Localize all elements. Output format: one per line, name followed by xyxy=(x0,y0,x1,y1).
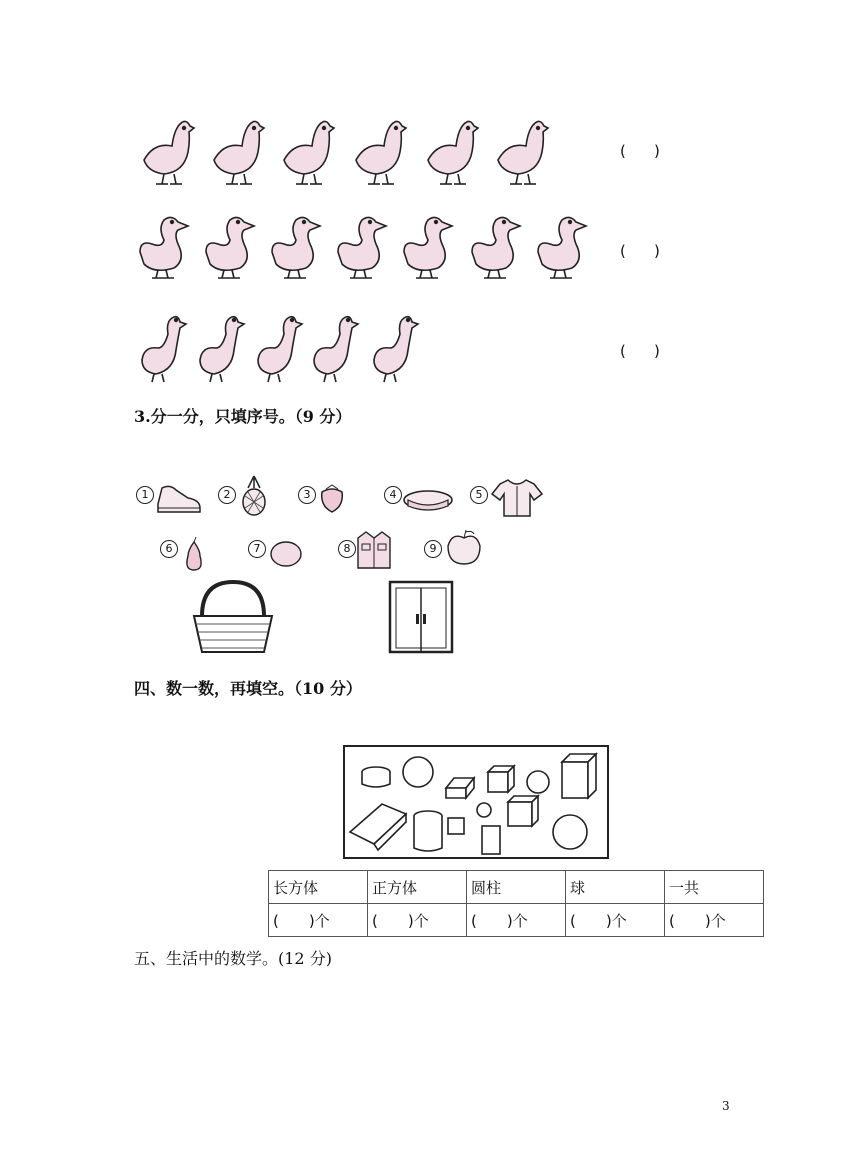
header-total: 一共 xyxy=(665,871,764,904)
hen-answer-blank[interactable]: ( ) xyxy=(620,142,660,160)
pear-icon xyxy=(180,536,208,572)
hen-icons xyxy=(134,112,614,190)
item-number: 3 xyxy=(298,486,316,504)
apple-icon xyxy=(444,528,484,568)
item-number: 8 xyxy=(338,540,356,558)
header-cube: 正方体 xyxy=(368,871,467,904)
section4-title: 四、数一数，再填空。（10 分） xyxy=(134,679,362,698)
section5-title: 五、生活中的数学。(12 分) xyxy=(134,949,332,968)
page-number: 3 xyxy=(722,1099,730,1113)
strawberry-icon xyxy=(316,484,348,514)
item-number: 2 xyxy=(218,486,236,504)
item-number: 7 xyxy=(248,540,266,558)
shoe-icon xyxy=(154,478,204,516)
item-number: 5 xyxy=(470,486,488,504)
duck-answer-blank[interactable]: ( ) xyxy=(620,242,660,260)
item-number: 1 xyxy=(136,486,154,504)
duck-icons xyxy=(134,210,614,286)
answer-cylinder[interactable]: ( )个 xyxy=(467,904,566,937)
answer-cube[interactable]: ( )个 xyxy=(368,904,467,937)
item-number: 6 xyxy=(160,540,178,558)
jacket-icon xyxy=(356,528,392,572)
goose-icons xyxy=(134,308,434,388)
goose-answer-blank[interactable]: ( ) xyxy=(620,342,660,360)
answer-cuboid[interactable]: ( )个 xyxy=(269,904,368,937)
goose-row xyxy=(134,308,434,388)
header-cuboid: 长方体 xyxy=(269,871,368,904)
hen-row xyxy=(134,112,614,190)
header-sphere: 球 xyxy=(566,871,665,904)
solid-shapes-picture xyxy=(342,744,610,860)
orange-icon xyxy=(268,538,304,568)
table-answer-row xyxy=(269,904,764,937)
wardrobe-icon xyxy=(386,578,456,656)
section3-title: 3.分一分，只填序号。（9 分） xyxy=(134,407,352,426)
shirt-icon xyxy=(490,476,544,520)
item-number: 9 xyxy=(424,540,442,558)
cap-icon xyxy=(400,482,456,514)
pineapple-icon xyxy=(238,474,270,516)
answer-total[interactable]: ( )个 xyxy=(665,904,764,937)
duck-row xyxy=(134,210,614,286)
header-cylinder: 圆柱 xyxy=(467,871,566,904)
table-header-row xyxy=(269,871,764,904)
item-number: 4 xyxy=(384,486,402,504)
answer-sphere[interactable]: ( )个 xyxy=(566,904,665,937)
basket-icon xyxy=(186,578,280,658)
shape-count-table xyxy=(268,870,764,937)
